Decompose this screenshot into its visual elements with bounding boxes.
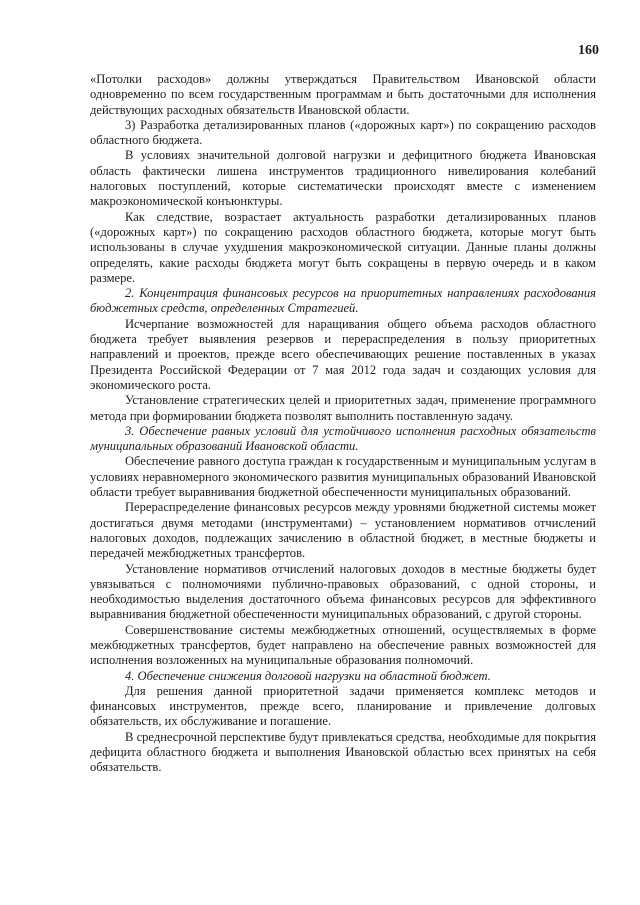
paragraph-equal-access: Обеспечение равного доступа граждан к государственным и муниципальным услугам в условиях неравномерного экономического развития муниципальных образований Ивановской области требует выравнивания бюджетной обеспеченности муниципальных образований. <box>90 454 596 500</box>
paragraph-debt-load: В условиях значительной долговой нагрузки и дефицитного бюджета Ивановская область фактически лишена инструментов традиционного нивелирования колебаний налоговых поступлений, которые систематически происходят вместе с изменением макроэкономической конъюнктуры. <box>90 148 596 209</box>
page-number: 160 <box>578 43 599 58</box>
paragraph-normatives: Установление нормативов отчислений налоговых доходов в местные бюджеты будет увязываться с полномочиями публично-правовых образований, с одной стороны, и необходимостью выделения достаточного объема финансовых ресурсов для эффективного выравнивания бюджетной обеспеченности муниципальных образований, с другой стороны. <box>90 561 596 622</box>
paragraph-redistribution: Перераспределение финансовых ресурсов между уровнями бюджетной системы может достигаться двумя методами (инструментами) – установлением нормативов отчислений налоговых доходов, подлежащих зачислению в областной бюджет, в местные бюджеты и передачей межбюджетных трансфертов. <box>90 500 596 561</box>
paragraph-ceilings: «Потолки расходов» должны утверждаться Правительством Ивановской области одновременно по всем государственным программам и быть достаточными для исполнения действующих расходных обязательств Ивановской области. <box>90 72 596 117</box>
document-body <box>90 72 596 776</box>
paragraph-methods: Для решения данной приоритетной задачи применяется комплекс методов и финансовых инструментов, прежде всего, планирование и привлечение долговых обязательств, их обслуживание и погашение. <box>90 683 596 729</box>
section-heading-4: 4. Обеспечение снижения долговой нагрузки на областной бюджет. <box>125 668 491 683</box>
section-heading-2: 2. Концентрация финансовых ресурсов на приоритетных направлениях расходования бюджетных средств, определенных Стратегией. <box>90 286 596 316</box>
paragraph-exhaustion: Исчерпание возможностей для наращивания общего объема расходов областного бюджета требует выявления резервов и перераспределения в пользу приоритетных направлений и проектов, прежде всего обеспечивающих решение поставленных в указах Президента Российской Федерации от 7 мая 2012 года задач и создающих условия для экономического роста. <box>90 316 596 392</box>
paragraph-consequence: Как следствие, возрастает актуальность разработки детализированных планов («дорожных карт») по сокращению расходов областного бюджета, которые могут быть использованы в случае ухудшения макроэкономической ситуации. Данные планы должны определять, какие расходы бюджета могут быть сокращены в первую очередь и в каком размере. <box>90 209 596 285</box>
paragraph-improvement: Совершенствование системы межбюджетных отношений, осуществляемых в форме межбюджетных трансфертов, будет направлено на обеспечение равных возможностей для исполнения возложенных на муниципальные образования полномочий. <box>90 622 596 668</box>
paragraph-strategic-goals: Установление стратегических целей и приоритетных задач, применение программного метода при формировании бюджета позволят выполнить поставленную задачу. <box>90 393 596 423</box>
paragraph-roadmaps: 3) Разработка детализированных планов («дорожных карт») по сокращению расходов областного бюджета. <box>90 117 596 148</box>
paragraph-medium-term: В среднесрочной перспективе будут привлекаться средства, необходимые для покрытия дефицита областного бюджета и выполнения Ивановской областью всех принятых на себя обязательств. <box>90 729 596 775</box>
section-heading-3: 3. Обеспечение равных условий для устойчивого исполнения расходных обязательств муниципальных образований Ивановской области. <box>90 423 596 454</box>
